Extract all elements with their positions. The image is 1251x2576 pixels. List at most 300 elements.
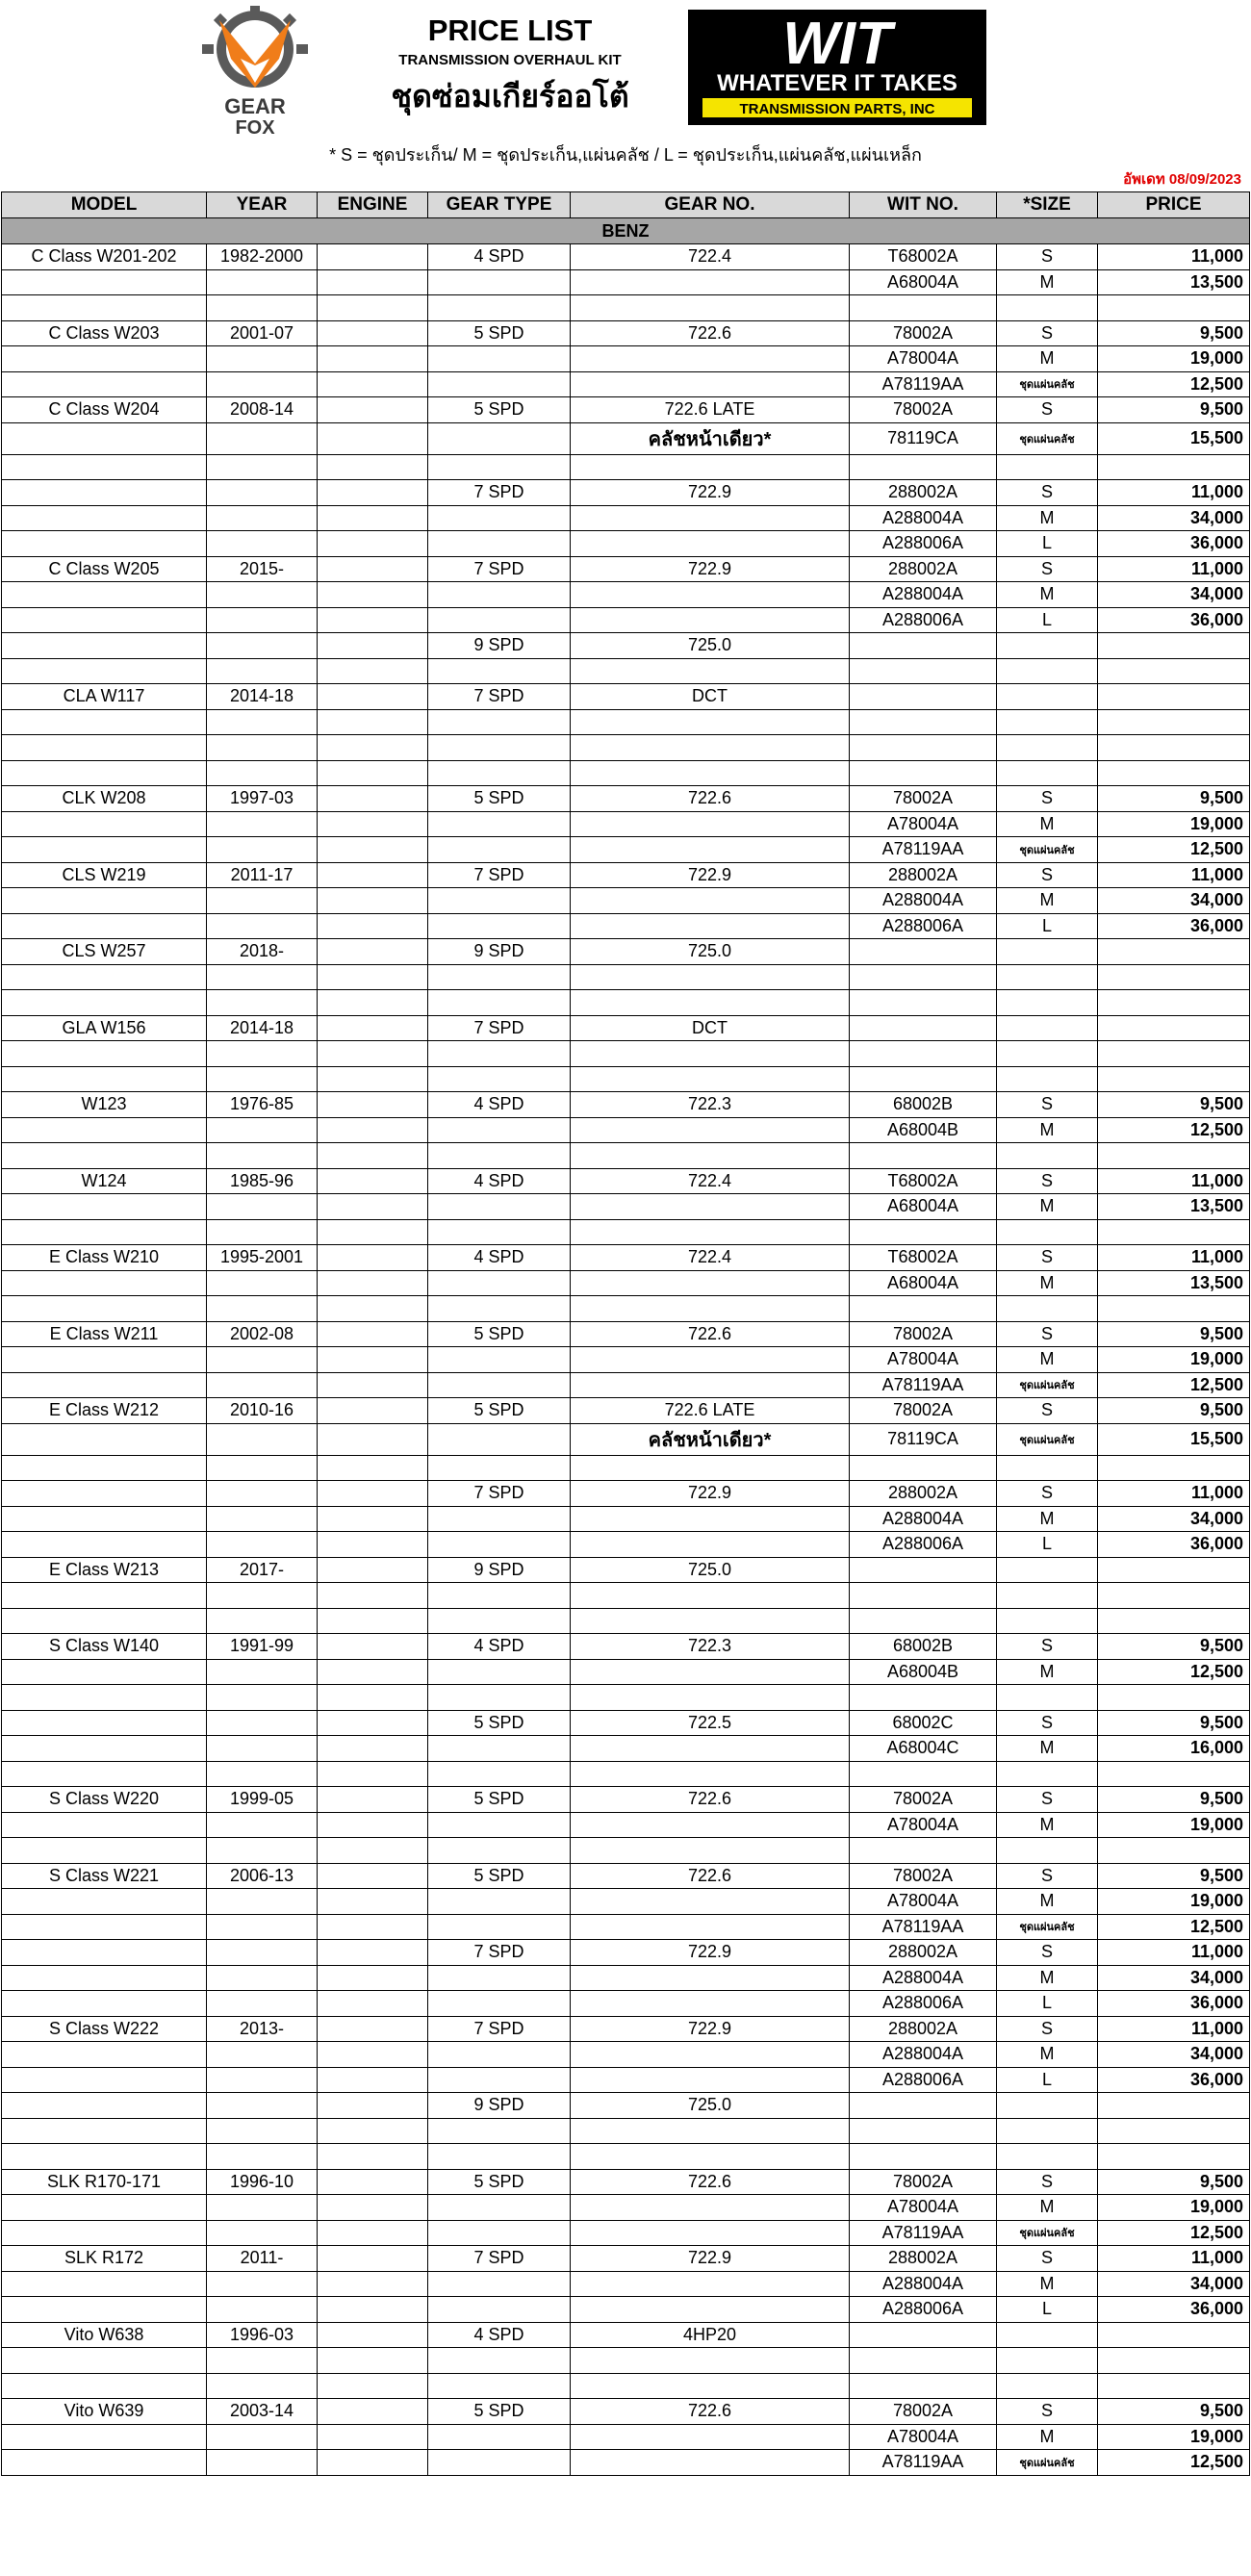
cell-year xyxy=(207,1812,318,1838)
cell-engine xyxy=(318,480,428,506)
cell-model xyxy=(2,913,207,939)
cell-engine xyxy=(318,1455,428,1481)
cell-size: S xyxy=(997,1168,1098,1194)
cell-size: M xyxy=(997,1965,1098,1991)
cell-gear-type xyxy=(428,2424,571,2450)
cell-year: 2015- xyxy=(207,556,318,582)
cell-engine xyxy=(318,2042,428,2068)
cell-size: M xyxy=(997,1736,1098,1762)
table-row xyxy=(2,1347,1250,1373)
cell-gear-no xyxy=(571,1066,850,1092)
cell-gear-type xyxy=(428,888,571,914)
cell-gear-type xyxy=(428,2271,571,2297)
cell-engine xyxy=(318,2016,428,2042)
cell-price: 13,500 xyxy=(1098,269,1250,295)
cell-gear-no xyxy=(571,658,850,684)
cell-engine xyxy=(318,1321,428,1347)
cell-wit-no: A288006A xyxy=(850,1532,997,1558)
cell-wit-no: 288002A xyxy=(850,556,997,582)
cell-gear-no: 722.6 xyxy=(571,1787,850,1813)
cell-gear-type: 4 SPD xyxy=(428,1168,571,1194)
cell-gear-type xyxy=(428,913,571,939)
cell-price: 36,000 xyxy=(1098,2067,1250,2093)
cell-gear-no: 722.6 xyxy=(571,1863,850,1889)
cell-gear-no: 725.0 xyxy=(571,2093,850,2119)
cell-wit-no: 288002A xyxy=(850,1940,997,1966)
cell-year xyxy=(207,371,318,397)
cell-engine xyxy=(318,371,428,397)
cell-year xyxy=(207,2297,318,2323)
cell-size: M xyxy=(997,811,1098,837)
cell-year: 2003-14 xyxy=(207,2399,318,2425)
cell-model xyxy=(2,1423,207,1455)
cell-gear-type xyxy=(428,1219,571,1245)
cell-gear-type xyxy=(428,1117,571,1143)
page-header xyxy=(0,0,1251,192)
cell-year: 2013- xyxy=(207,2016,318,2042)
cell-gear-no: 725.0 xyxy=(571,633,850,659)
cell-gear-type xyxy=(428,811,571,837)
cell-wit-no: A78119AA xyxy=(850,1372,997,1398)
cell-gear-no xyxy=(571,2297,850,2323)
cell-gear-type xyxy=(428,422,571,454)
table-row xyxy=(2,1398,1250,1424)
cell-size: S xyxy=(997,397,1098,423)
cell-model xyxy=(2,964,207,990)
cell-engine xyxy=(318,320,428,346)
cell-price: 11,000 xyxy=(1098,244,1250,270)
cell-model xyxy=(2,1914,207,1940)
cell-size: S xyxy=(997,1787,1098,1813)
table-row xyxy=(2,480,1250,506)
cell-price: 12,500 xyxy=(1098,2450,1250,2476)
cell-gear-type: 4 SPD xyxy=(428,1634,571,1660)
cell-gear-no: 722.9 xyxy=(571,2246,850,2272)
cell-engine xyxy=(318,2424,428,2450)
table-row xyxy=(2,913,1250,939)
cell-gear-type xyxy=(428,295,571,321)
cell-model: S Class W221 xyxy=(2,1863,207,1889)
table-row xyxy=(2,2144,1250,2170)
cell-size xyxy=(997,1685,1098,1711)
cell-gear-type: 7 SPD xyxy=(428,862,571,888)
cell-year xyxy=(207,2220,318,2246)
cell-wit-no: 68002B xyxy=(850,1092,997,1118)
cell-year: 1995-2001 xyxy=(207,1245,318,1271)
cell-engine xyxy=(318,556,428,582)
cell-size: M xyxy=(997,582,1098,608)
cell-size: S xyxy=(997,2246,1098,2272)
cell-engine xyxy=(318,1168,428,1194)
cell-price: 34,000 xyxy=(1098,582,1250,608)
cell-size: ชุดแผ่นคลัช xyxy=(997,1914,1098,1940)
cell-gear-no xyxy=(571,811,850,837)
cell-gear-type: 7 SPD xyxy=(428,480,571,506)
cell-size: S xyxy=(997,1710,1098,1736)
cell-size xyxy=(997,658,1098,684)
cell-wit-no xyxy=(850,1143,997,1169)
cell-model xyxy=(2,1583,207,1609)
cell-gear-type xyxy=(428,531,571,557)
cell-wit-no xyxy=(850,1015,997,1041)
cell-year: 2017- xyxy=(207,1557,318,1583)
table-row xyxy=(2,2322,1250,2348)
cell-size: M xyxy=(997,269,1098,295)
cell-gear-no: 722.6 xyxy=(571,2399,850,2425)
cell-price: 15,500 xyxy=(1098,1423,1250,1455)
cell-size xyxy=(997,709,1098,735)
cell-model: S Class W220 xyxy=(2,1787,207,1813)
cell-gear-type xyxy=(428,1296,571,1322)
cell-price: 12,500 xyxy=(1098,1372,1250,1398)
brand-row xyxy=(2,218,1250,244)
cell-size xyxy=(997,964,1098,990)
cell-gear-no xyxy=(571,1761,850,1787)
cell-gear-no: DCT xyxy=(571,1015,850,1041)
col-gear-type: GEAR TYPE xyxy=(428,192,571,218)
cell-gear-no: 725.0 xyxy=(571,939,850,965)
cell-size xyxy=(997,684,1098,710)
cell-gear-no xyxy=(571,1347,850,1373)
cell-price xyxy=(1098,454,1250,480)
cell-gear-type: 7 SPD xyxy=(428,1481,571,1507)
cell-year: 1996-03 xyxy=(207,2322,318,2348)
cell-gear-type xyxy=(428,1914,571,1940)
cell-model: CLS W257 xyxy=(2,939,207,965)
table-row xyxy=(2,1015,1250,1041)
cell-model: C Class W204 xyxy=(2,397,207,423)
cell-engine xyxy=(318,2195,428,2221)
cell-engine xyxy=(318,1219,428,1245)
cell-price: 9,500 xyxy=(1098,1398,1250,1424)
cell-year xyxy=(207,295,318,321)
cell-model: C Class W205 xyxy=(2,556,207,582)
cell-model xyxy=(2,1296,207,1322)
cell-gear-no xyxy=(571,1296,850,1322)
cell-engine xyxy=(318,2450,428,2476)
cell-price: 11,000 xyxy=(1098,2246,1250,2272)
cell-year xyxy=(207,2067,318,2093)
cell-engine xyxy=(318,2220,428,2246)
table-row xyxy=(2,1219,1250,1245)
cell-gear-type xyxy=(428,454,571,480)
table-row xyxy=(2,2271,1250,2297)
cell-engine xyxy=(318,1838,428,1864)
cell-wit-no: A78004A xyxy=(850,1889,997,1915)
cell-gear-no: 722.9 xyxy=(571,480,850,506)
cell-gear-no xyxy=(571,1736,850,1762)
cell-gear-type xyxy=(428,1532,571,1558)
cell-wit-no: A288006A xyxy=(850,913,997,939)
brand-label: BENZ xyxy=(2,218,1250,244)
cell-year xyxy=(207,633,318,659)
cell-model xyxy=(2,1506,207,1532)
cell-size xyxy=(997,2093,1098,2119)
cell-engine xyxy=(318,1092,428,1118)
table-row xyxy=(2,1296,1250,1322)
cell-size xyxy=(997,1296,1098,1322)
cell-wit-no: A78119AA xyxy=(850,371,997,397)
cell-size xyxy=(997,1041,1098,1067)
cell-engine xyxy=(318,1557,428,1583)
cell-gear-no: 722.3 xyxy=(571,1634,850,1660)
cell-engine xyxy=(318,1991,428,2017)
cell-engine xyxy=(318,1481,428,1507)
cell-engine xyxy=(318,2093,428,2119)
cell-engine xyxy=(318,582,428,608)
cell-size: M xyxy=(997,1270,1098,1296)
cell-year xyxy=(207,1608,318,1634)
cell-gear-no: 722.6 LATE xyxy=(571,1398,850,1424)
table-row xyxy=(2,1736,1250,1762)
table-row xyxy=(2,1659,1250,1685)
cell-model xyxy=(2,1889,207,1915)
cell-gear-type xyxy=(428,371,571,397)
cell-gear-type xyxy=(428,1685,571,1711)
table-row xyxy=(2,1532,1250,1558)
cell-gear-type xyxy=(428,1506,571,1532)
col-year: YEAR xyxy=(207,192,318,218)
cell-wit-no: A78119AA xyxy=(850,837,997,863)
cell-model xyxy=(2,1347,207,1373)
cell-year: 2010-16 xyxy=(207,1398,318,1424)
cell-price: 34,000 xyxy=(1098,2271,1250,2297)
cell-size: M xyxy=(997,505,1098,531)
cell-size: M xyxy=(997,346,1098,372)
cell-size xyxy=(997,990,1098,1016)
cell-price: 9,500 xyxy=(1098,1787,1250,1813)
cell-model xyxy=(2,295,207,321)
cell-model xyxy=(2,2093,207,2119)
col-price: PRICE xyxy=(1098,192,1250,218)
cell-engine xyxy=(318,837,428,863)
cell-size: S xyxy=(997,1481,1098,1507)
cell-model: C Class W201-202 xyxy=(2,244,207,270)
cell-year: 2011-17 xyxy=(207,862,318,888)
gear-fox-text-2: FOX xyxy=(235,117,275,136)
cell-size xyxy=(997,760,1098,786)
cell-gear-type xyxy=(428,1991,571,2017)
cell-gear-no xyxy=(571,1608,850,1634)
cell-gear-no: 722.3 xyxy=(571,1092,850,1118)
wit-subtag: TRANSMISSION PARTS, INC xyxy=(739,101,935,117)
cell-price: 15,500 xyxy=(1098,422,1250,454)
cell-size: M xyxy=(997,1659,1098,1685)
cell-gear-no xyxy=(571,888,850,914)
table-body xyxy=(2,244,1250,2476)
cell-gear-type: 5 SPD xyxy=(428,1321,571,1347)
cell-year: 1999-05 xyxy=(207,1787,318,1813)
table-row xyxy=(2,1117,1250,1143)
cell-price xyxy=(1098,1041,1250,1067)
table-row xyxy=(2,2246,1250,2272)
cell-price xyxy=(1098,658,1250,684)
cell-engine xyxy=(318,1398,428,1424)
cell-gear-no xyxy=(571,1372,850,1398)
cell-wit-no: 78002A xyxy=(850,2169,997,2195)
cell-gear-no: 722.6 xyxy=(571,2169,850,2195)
cell-gear-no xyxy=(571,1117,850,1143)
cell-year xyxy=(207,1532,318,1558)
cell-price xyxy=(1098,1219,1250,1245)
cell-gear-type xyxy=(428,1423,571,1455)
cell-model xyxy=(2,888,207,914)
cell-gear-no xyxy=(571,2271,850,2297)
cell-model xyxy=(2,2067,207,2093)
cell-gear-no: 722.9 xyxy=(571,862,850,888)
cell-gear-type: 7 SPD xyxy=(428,2016,571,2042)
cell-wit-no: 288002A xyxy=(850,2246,997,2272)
cell-year xyxy=(207,480,318,506)
cell-gear-type: 5 SPD xyxy=(428,786,571,812)
cell-model xyxy=(2,1659,207,1685)
cell-price xyxy=(1098,1296,1250,1322)
cell-gear-type: 9 SPD xyxy=(428,939,571,965)
cell-year xyxy=(207,658,318,684)
cell-model xyxy=(2,1117,207,1143)
cell-wit-no xyxy=(850,1761,997,1787)
cell-wit-no xyxy=(850,1685,997,1711)
cell-size xyxy=(997,1608,1098,1634)
cell-model xyxy=(2,658,207,684)
cell-model xyxy=(2,454,207,480)
cell-engine xyxy=(318,1194,428,1220)
cell-wit-no: A288004A xyxy=(850,582,997,608)
cell-model xyxy=(2,760,207,786)
cell-gear-type xyxy=(428,1838,571,1864)
cell-gear-type: 5 SPD xyxy=(428,1710,571,1736)
cell-gear-type: 5 SPD xyxy=(428,320,571,346)
cell-price: 12,500 xyxy=(1098,1914,1250,1940)
cell-gear-no xyxy=(571,1583,850,1609)
table-row xyxy=(2,1685,1250,1711)
cell-size: ชุดแผ่นคลัช xyxy=(997,837,1098,863)
cell-engine xyxy=(318,1583,428,1609)
cell-gear-no xyxy=(571,1685,850,1711)
cell-model xyxy=(2,1812,207,1838)
cell-size: S xyxy=(997,1863,1098,1889)
cell-year: 2014-18 xyxy=(207,1015,318,1041)
cell-size xyxy=(997,1143,1098,1169)
cell-engine xyxy=(318,2144,428,2170)
cell-wit-no xyxy=(850,1296,997,1322)
cell-model xyxy=(2,1532,207,1558)
cell-year xyxy=(207,1506,318,1532)
cell-gear-no xyxy=(571,582,850,608)
cell-engine xyxy=(318,1117,428,1143)
cell-price: 19,000 xyxy=(1098,1812,1250,1838)
cell-year xyxy=(207,1455,318,1481)
cell-price: 36,000 xyxy=(1098,1532,1250,1558)
cell-size: ชุดแผ่นคลัช xyxy=(997,422,1098,454)
table-row xyxy=(2,1423,1250,1455)
table-row xyxy=(2,2169,1250,2195)
cell-price: 19,000 xyxy=(1098,2195,1250,2221)
cell-gear-no xyxy=(571,1532,850,1558)
cell-year xyxy=(207,2424,318,2450)
cell-wit-no: 78002A xyxy=(850,1787,997,1813)
table-row xyxy=(2,684,1250,710)
wit-big-text: WIT xyxy=(782,11,892,77)
price-table xyxy=(1,191,1250,2476)
table-row xyxy=(2,709,1250,735)
table-row xyxy=(2,1066,1250,1092)
cell-engine xyxy=(318,1889,428,1915)
cell-engine xyxy=(318,1685,428,1711)
cell-size: ชุดแผ่นคลัช xyxy=(997,2220,1098,2246)
cell-size: M xyxy=(997,1889,1098,1915)
col-engine: ENGINE xyxy=(318,192,428,218)
cell-size xyxy=(997,1838,1098,1864)
wit-logo xyxy=(688,10,986,125)
col-size: *SIZE xyxy=(997,192,1098,218)
cell-engine xyxy=(318,2348,428,2374)
cell-price: 11,000 xyxy=(1098,480,1250,506)
cell-wit-no: A78119AA xyxy=(850,2450,997,2476)
cell-year: 2008-14 xyxy=(207,397,318,423)
cell-gear-type: 5 SPD xyxy=(428,1863,571,1889)
cell-gear-no xyxy=(571,760,850,786)
cell-wit-no: 78119CA xyxy=(850,1423,997,1455)
cell-engine xyxy=(318,913,428,939)
cell-gear-no xyxy=(571,2424,850,2450)
table-row xyxy=(2,2220,1250,2246)
cell-size xyxy=(997,1015,1098,1041)
cell-engine xyxy=(318,2067,428,2093)
cell-gear-no: 722.4 xyxy=(571,1245,850,1271)
cell-size xyxy=(997,2118,1098,2144)
cell-gear-type xyxy=(428,1659,571,1685)
cell-size: L xyxy=(997,2067,1098,2093)
cell-model: W124 xyxy=(2,1168,207,1194)
cell-price: 11,000 xyxy=(1098,1481,1250,1507)
cell-year xyxy=(207,2144,318,2170)
cell-gear-no xyxy=(571,964,850,990)
cell-engine xyxy=(318,1245,428,1271)
cell-model: E Class W211 xyxy=(2,1321,207,1347)
cell-year xyxy=(207,1347,318,1373)
cell-gear-no: 722.6 xyxy=(571,320,850,346)
cell-year: 1997-03 xyxy=(207,786,318,812)
table-row xyxy=(2,1914,1250,1940)
cell-gear-type xyxy=(428,658,571,684)
cell-wit-no: A288006A xyxy=(850,607,997,633)
cell-gear-type xyxy=(428,2144,571,2170)
col-gear-no: GEAR NO. xyxy=(571,192,850,218)
cell-price xyxy=(1098,1583,1250,1609)
table-row xyxy=(2,1455,1250,1481)
cell-wit-no xyxy=(850,684,997,710)
cell-model xyxy=(2,1481,207,1507)
cell-model: C Class W203 xyxy=(2,320,207,346)
table-row xyxy=(2,1583,1250,1609)
table-row xyxy=(2,1608,1250,1634)
cell-gear-type: 4 SPD xyxy=(428,1092,571,1118)
cell-wit-no: A78119AA xyxy=(850,1914,997,1940)
cell-model xyxy=(2,1991,207,2017)
cell-gear-type: 7 SPD xyxy=(428,684,571,710)
cell-engine xyxy=(318,709,428,735)
cell-wit-no: 288002A xyxy=(850,480,997,506)
cell-engine xyxy=(318,269,428,295)
cell-gear-type: 5 SPD xyxy=(428,1787,571,1813)
cell-engine xyxy=(318,1532,428,1558)
cell-model xyxy=(2,1965,207,1991)
cell-gear-no xyxy=(571,531,850,557)
cell-wit-no: A68004B xyxy=(850,1117,997,1143)
table-row xyxy=(2,2093,1250,2119)
cell-engine xyxy=(318,1015,428,1041)
